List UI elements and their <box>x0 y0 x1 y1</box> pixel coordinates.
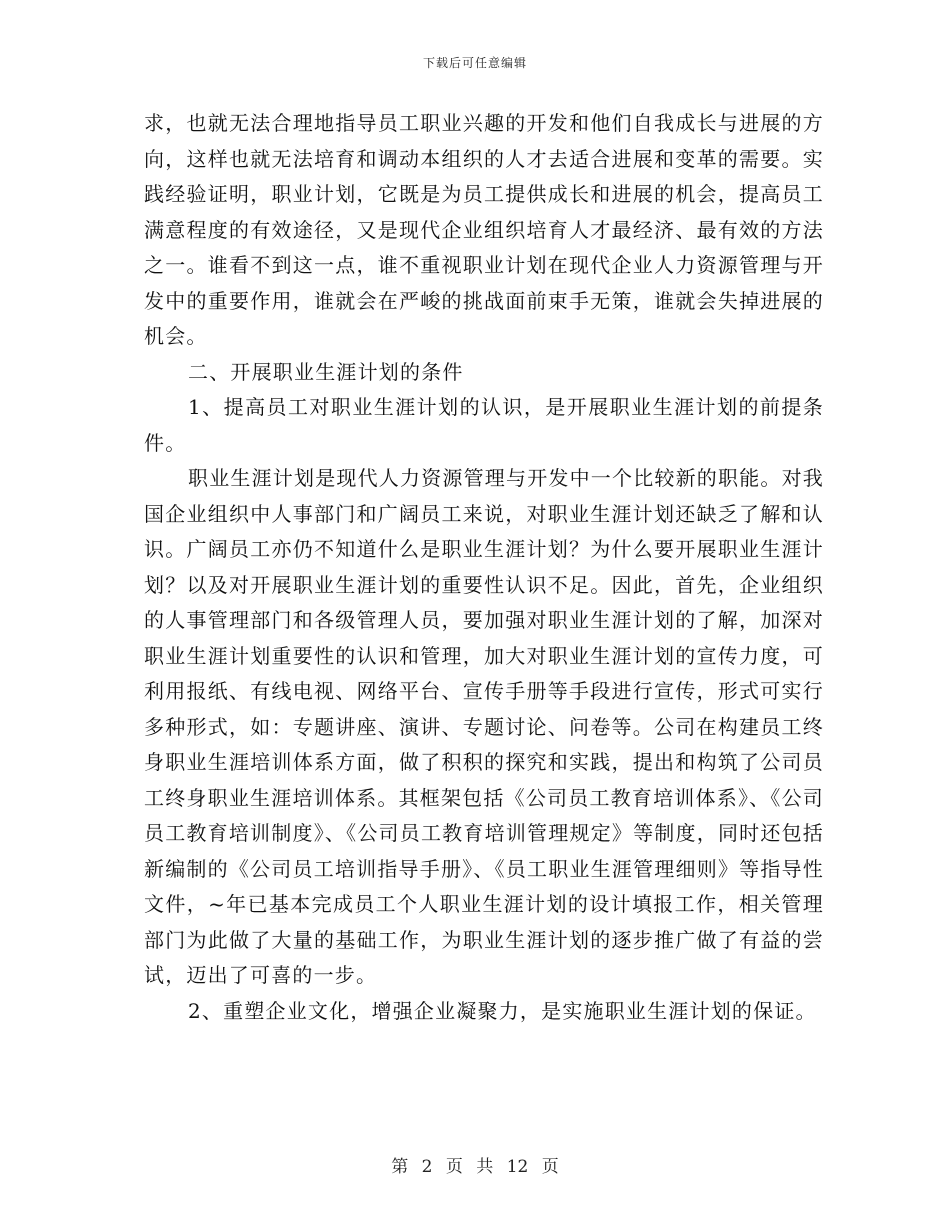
total-pages-number: 12 <box>506 1157 529 1177</box>
section-heading: 二、开展职业生涯计划的条件 <box>188 359 464 384</box>
subsection-heading-1: 1、提高员工对职业生涯计划的认识，是开展职业生涯计划的前提条件。 <box>144 395 824 455</box>
paragraph-body: 职业生涯计划是现代人力资源管理与开发中一个比较新的职能。对我国企业组织中人事部门和广阔员工来说，对职业生涯计划还缺乏了解和认识。广阔员工亦仍不知道什么是职业生涯计划？为什么要开展职业生涯计划？以及对开展职业生涯计划的重要性认识不足。因此，首先，企业组织的人事管理部门和各级管理人员，要加强对职业生涯计划的了解，加深对职业生涯计划重要性的认识和管理，加大对职业生涯计划的宣传力度，可利用报纸、有线电视、网络平台、宣传手册等手段进行宣传，形式可实行多种形式，如：专题讲座、演讲、专题讨论、问卷等。公司在构建员工终身职业生涯培训体系方面，做了积积的探究和实践，提出和构筑了公司员工终身职业生涯培训体系。其框架包括《公司员工教育培训体系》、《公司员工教育培训制度》、《公司员工教育培训管理规定》等制度，同时还包括新编制的《公司员工培训指导手册》、《员工职业生涯管理细则》等指导性文件，~年已基本完成员工个人职业生涯计划的设计填报工作，相关管理部门为此做了大量的基础工作，为职业生涯计划的逐步推广做了有益的尝试，迈出了可喜的一步。 <box>144 466 824 987</box>
total-label: 共 <box>476 1157 494 1177</box>
page-footer <box>0 1152 950 1177</box>
subsection-heading-2: 2、重塑企业文化，增强企业凝聚力，是实施职业生涯计划的保证。 <box>188 998 817 1023</box>
current-page-number: 2 <box>421 1157 433 1177</box>
page-header: 下载后可任意编辑 <box>422 56 527 70</box>
paragraph-continuation: 求，也就无法合理地指导员工职业兴趣的开发和他们自我成长与进展的方向，这样也就无法培育和调动本组织的人才去适合进展和变革的需要。实践经验证明，职业计划，它既是为员工提供成长和进展的机会，提高员工满意程度的有效途径，又是现代企业组织培育人才最经济、最有效的方法之一。谁看不到这一点，谁不重视职业计划在现代企业人力资源管理与开发中的重要作用，谁就会在严峻的挑战面前束手无策，谁就会失掉进展的机会。 <box>144 111 824 348</box>
page-label: 第 <box>391 1157 409 1177</box>
page-unit-label: 页 <box>445 1157 463 1177</box>
total-unit-label: 页 <box>541 1157 559 1177</box>
document-body <box>144 106 824 1029</box>
